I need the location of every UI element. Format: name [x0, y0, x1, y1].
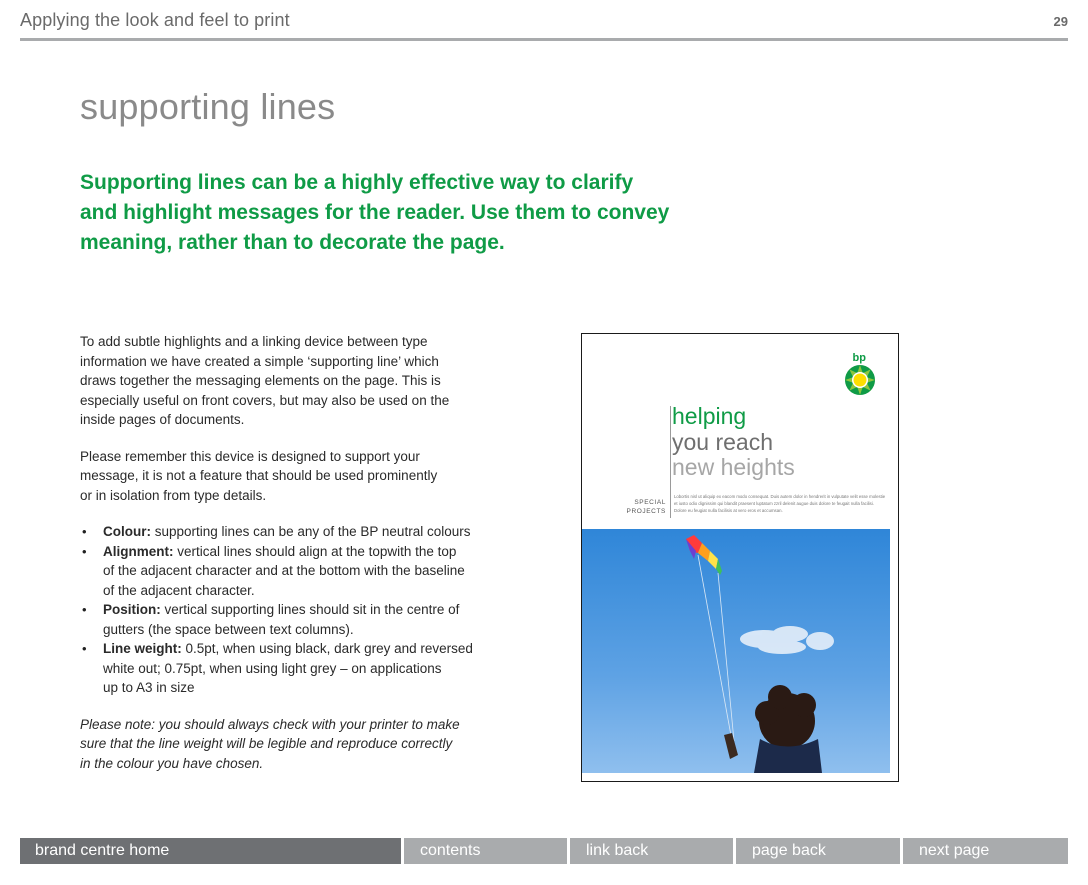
- bullet-text: vertical lines should align at the topwith the top: [177, 543, 457, 559]
- bullet-text: of the adjacent character and at the bottom with the baseline: [103, 563, 465, 578]
- helios-icon: [844, 364, 876, 396]
- bullet-term: Position:: [103, 602, 161, 617]
- header-title: Applying the look and feel to print: [20, 10, 290, 30]
- nav-link-back[interactable]: link back: [570, 838, 733, 864]
- bp-logo: [844, 352, 880, 398]
- nav-contents[interactable]: contents: [404, 838, 567, 864]
- header-rule: [20, 38, 1068, 41]
- text-line: in the colour you have chosen.: [80, 755, 264, 771]
- list-item: [80, 542, 530, 601]
- list-item: [80, 639, 530, 698]
- intro-statement: [80, 168, 720, 258]
- bullet-text: gutters (the space between text columns).: [103, 621, 354, 637]
- bp-logo-text: bp: [852, 352, 866, 364]
- body-paragraph-1: [80, 332, 530, 430]
- bullet-text: 0.5pt, when using black, dark grey and reversed: [185, 641, 473, 656]
- text-line: especially useful on front covers, but may also be used on the: [80, 392, 450, 408]
- text-line: draws together the messaging elements on the page. This is: [80, 373, 441, 388]
- text-line: sure that the line weight will be legible and reproduce correctly: [80, 736, 453, 751]
- brochure-cover-example: [581, 333, 899, 782]
- printer-note: [80, 715, 530, 774]
- bullet-text: white out; 0.75pt, when using light grey – on applications: [103, 660, 442, 676]
- headline-line: new heights: [672, 454, 795, 480]
- brochure-label: [626, 498, 666, 516]
- list-item: [80, 600, 530, 639]
- text-line: or in isolation from type details.: [80, 487, 267, 503]
- nav-brand-centre-home[interactable]: brand centre home: [20, 838, 401, 864]
- label-line: PROJECTS: [626, 508, 666, 515]
- text-line: information we have created a simple ‘supporting line’ which: [80, 353, 439, 369]
- text-line: To add subtle highlights and a linking device between type: [80, 334, 428, 349]
- bullet-text: vertical supporting lines should sit in the centre of: [164, 602, 460, 617]
- nav-page-back[interactable]: page back: [736, 838, 900, 864]
- brochure-fine-text: Lobortis nisl ut aliquip ex eacom modo consequat. Duis autem dolor in hendrerit in vulputate velit esse molestie et iusto odio dignissim qui blandit praesent luptatum zzril delenit augue duis dolore te feugait nulla facilisi. Dolore eu feugiat nulla facilisis at vero eros et accumsan.: [674, 494, 886, 513]
- kite-photo: [582, 529, 890, 773]
- text-line: Please note: you should always check with your printer to make: [80, 716, 460, 732]
- nav-next-page[interactable]: next page: [903, 838, 1068, 864]
- guideline-list: [80, 522, 530, 698]
- headline-line: you reach: [672, 428, 774, 455]
- section-title: supporting lines: [80, 86, 336, 127]
- supporting-line: [670, 406, 671, 518]
- bullet-term: Line weight:: [103, 641, 182, 656]
- bullet-text: up to A3 in size: [103, 680, 195, 695]
- headline-line: helping: [672, 403, 747, 429]
- bullet-text: supporting lines can be any of the BP neutral colours: [154, 524, 471, 539]
- body-text: [80, 332, 530, 790]
- footer-nav: [20, 838, 1068, 864]
- text-line: Please remember this device is designed to support your: [80, 448, 420, 464]
- bullet-text: of the adjacent character.: [103, 582, 255, 598]
- brochure-headline: [672, 404, 795, 481]
- bullet-term: Alignment:: [103, 543, 174, 559]
- list-item: [80, 522, 530, 542]
- bullet-term: Colour:: [103, 524, 151, 539]
- text-line: message, it is not a feature that should be used prominently: [80, 468, 438, 483]
- text-line: inside pages of documents.: [80, 412, 245, 427]
- intro-line: and highlight messages for the reader. Use them to convey: [80, 201, 670, 224]
- label-line: SPECIAL: [634, 499, 666, 506]
- page-number: 29: [1053, 14, 1068, 29]
- body-paragraph-2: [80, 447, 530, 506]
- intro-line: meaning, rather than to decorate the page.: [80, 231, 505, 254]
- intro-line: Supporting lines can be a highly effective way to clarify: [80, 171, 634, 194]
